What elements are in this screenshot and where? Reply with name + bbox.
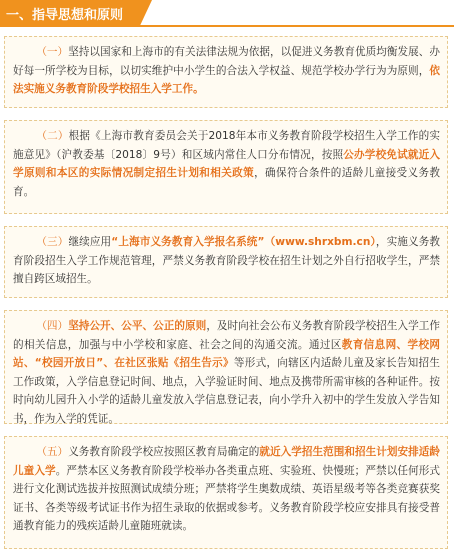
p4-highlight-2: 教育信息网、学校网站、“校园开放日”、在社区张贴《招生告示》 bbox=[13, 338, 441, 370]
paragraph-3 bbox=[4, 226, 448, 298]
p1-number: （一） bbox=[36, 46, 69, 58]
p4-text-end: 等形式，向辖区内适龄儿童及家长告知招生工作政策，入学信息登记时间、地点，入学验证时间、地点及携带所需审核的各种证件。按时向幼儿园升入小学的适龄儿童发放入学信息登记表，向小学升入初中的学生发放入学告知书，作为入学的凭证。 bbox=[13, 357, 440, 425]
paragraph-4 bbox=[4, 310, 448, 424]
paragraph-1 bbox=[4, 36, 448, 108]
p3-text: 继续应用 bbox=[68, 236, 112, 248]
paragraph-2 bbox=[4, 120, 448, 214]
p2-text-end: ，确保符合条件的适龄儿童接受义务教育。 bbox=[13, 167, 440, 198]
p1-text: 坚持以国家和上海市的有关法律法规为依据，以促进义务教育优质均衡发展、办好每一所学校为目标，以切实维护中小学生的合法入学权益、规范学校办学行为为原则， bbox=[13, 46, 440, 77]
p2-number: （二） bbox=[36, 130, 69, 142]
p5-text: 义务教育阶段学校应按照区教育局确定的 bbox=[68, 446, 260, 458]
p5-number: （五） bbox=[36, 446, 69, 458]
p3-text-end: ，实施义务教育阶段招生入学工作规范管理，严禁义务教育阶段学校在招生计划之外自行招收学生，严禁擅自跨区域招生。 bbox=[13, 236, 441, 286]
p3-highlight: “上海市义务教育入学报名系统”（www.shrxbm.cn） bbox=[111, 236, 376, 248]
p2-text: 根据《上海市教育委员会关于2018年本市义务教育阶段学校招生入学工作的实施意见》（沪教委基〔2018〕9号）和区域内常住人口分布情况，按照 bbox=[13, 130, 440, 161]
p1-highlight: 依法实施义务教育阶段学校招生入学工作。 bbox=[13, 64, 440, 96]
p2-highlight: 公办学校免试就近入学原则和本区的实际情况制定招生计划和相关政策 bbox=[13, 148, 441, 180]
p5-text-end: 。严禁本区义务教育阶段学校举办各类重点班、实验班、快慢班；严禁以任何形式进行文化测试选拔并按照测试成绩分班；严禁将学生奥数成绩、英语星级考等各类竞赛获奖证书、各类等级考试证书作为招生录取的依据或参考。义务教育阶段学校应安排具有接受普通教育能力的残疾适龄儿童随班就读。 bbox=[13, 464, 441, 533]
p4-highlight-1: 坚持公开、公平、公正的原则 bbox=[68, 320, 207, 332]
p4-text: ，及时向社会公布义务教育阶段学校招生入学工作的相关信息，加强与中小学校和家庭、社会之间的沟通交流。通过区 bbox=[13, 320, 441, 351]
paragraph-5 bbox=[4, 436, 448, 549]
section-title: 一、指导思想和原则 bbox=[6, 8, 124, 23]
header-underline bbox=[0, 25, 454, 27]
p4-number: （四） bbox=[36, 320, 69, 332]
p5-highlight: 就近入学招生范围和招生计划安排适龄儿童入学 bbox=[13, 446, 441, 477]
p3-number: （三） bbox=[36, 236, 69, 248]
section-header bbox=[0, 0, 454, 26]
